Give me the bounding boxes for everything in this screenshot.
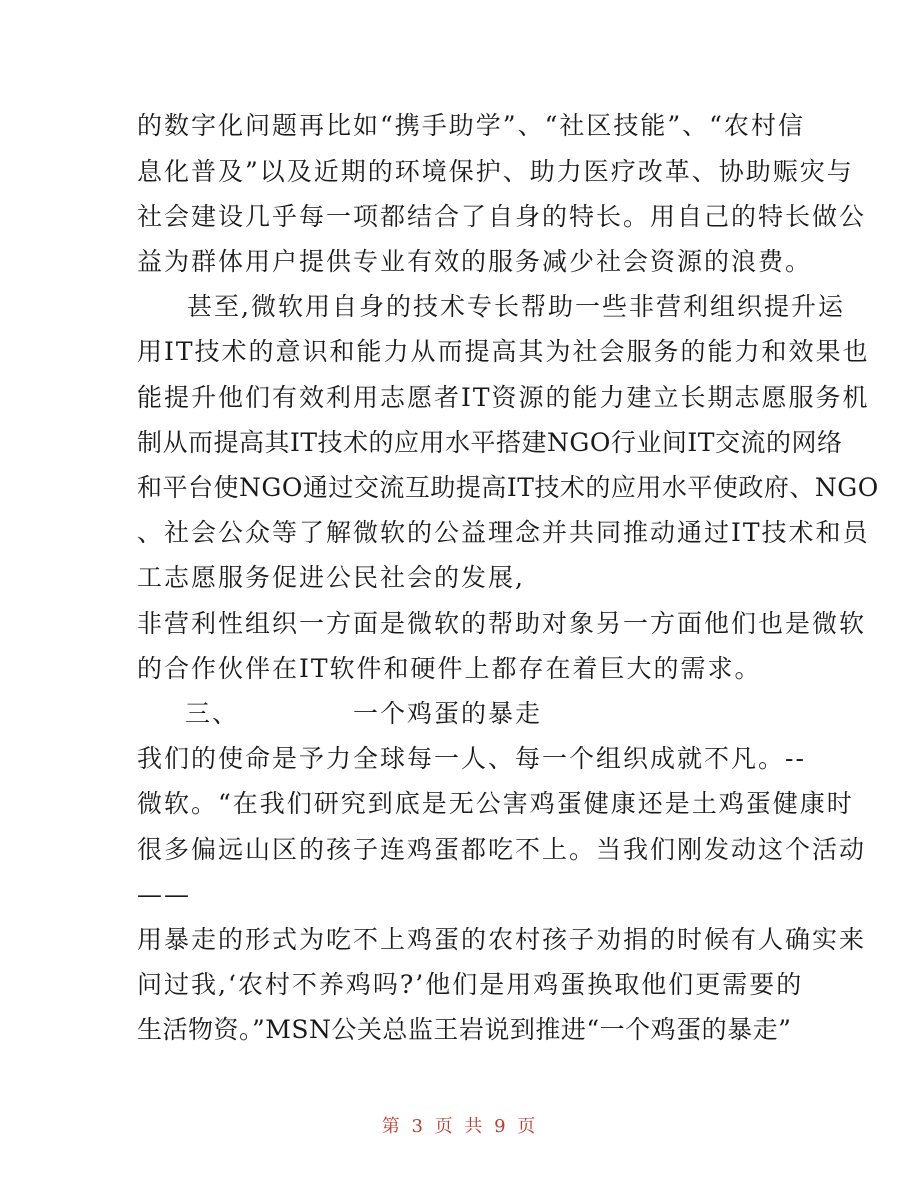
paragraph-line: 很多偏远山区的孩子连鸡蛋都吃不上。当我们刚发动这个活动: [137, 835, 867, 864]
paragraph-line: 工志愿服务促进公民社会的发展,: [137, 563, 525, 592]
paragraph-line: 生活物资。”MSN公关总监王岩说到推进“一个鸡蛋的暴走”: [137, 1015, 792, 1044]
section-number: 三、: [185, 699, 240, 728]
paragraph-line: 微软。“在我们研究到底是无公害鸡蛋健康还是土鸡蛋健康时: [137, 789, 854, 818]
paragraph-line: 息化普及”以及近期的环境保护、助力医疗改革、协助赈灾与: [137, 157, 854, 186]
paragraph-line: 能提升他们有效利用志愿者IT资源的能力建立长期志愿服务机: [137, 383, 870, 412]
paragraph-line: 和平台使NGO通过交流互助提高IT技术的应用水平使政府、NGO: [137, 473, 879, 502]
paragraph-line: 的合作伙伴在IT软件和硬件上都存在着巨大的需求。: [137, 654, 762, 683]
paragraph-line: 甚至,微软用自身的技术专长帮助一些非营利组织提升运: [187, 292, 845, 321]
paragraph-line: 问过我,‘农村不养鸡吗?’他们是用鸡蛋换取他们更需要的: [137, 970, 804, 999]
section-heading: 一个鸡蛋的暴走: [353, 699, 543, 728]
page-number-footer: 第 3 页 共 9 页: [381, 1116, 539, 1137]
paragraph-line: 的数字化问题再比如“携手助学”、“社区技能”、“农村信: [137, 111, 805, 140]
paragraph-line: 用IT技术的意识和能力从而提高其为社会服务的能力和效果也: [137, 337, 870, 366]
paragraph-line: 非营利性组织一方面是微软的帮助对象另一方面他们也是微软: [137, 609, 867, 638]
paragraph-line: 用暴走的形式为吃不上鸡蛋的农村孩子劝捐的时候有人确实来: [137, 925, 867, 954]
paragraph-line: 制从而提高其IT技术的应用水平搭建NGO行业间IT交流的网络: [137, 428, 843, 457]
paragraph-line: 益为群体用户提供专业有效的服务减少社会资源的浪费。: [137, 247, 813, 276]
paragraph-line: 我们的使命是予力全球每一人、每一个组织成就不凡。--: [137, 744, 806, 773]
paragraph-line: ——: [137, 880, 191, 909]
paragraph-line: 社会建设几乎每一项都结合了自身的特长。用自己的特长做公: [137, 202, 867, 231]
paragraph-line: 、社会公众等了解微软的公益理念并共同推动通过IT技术和员: [137, 518, 870, 547]
